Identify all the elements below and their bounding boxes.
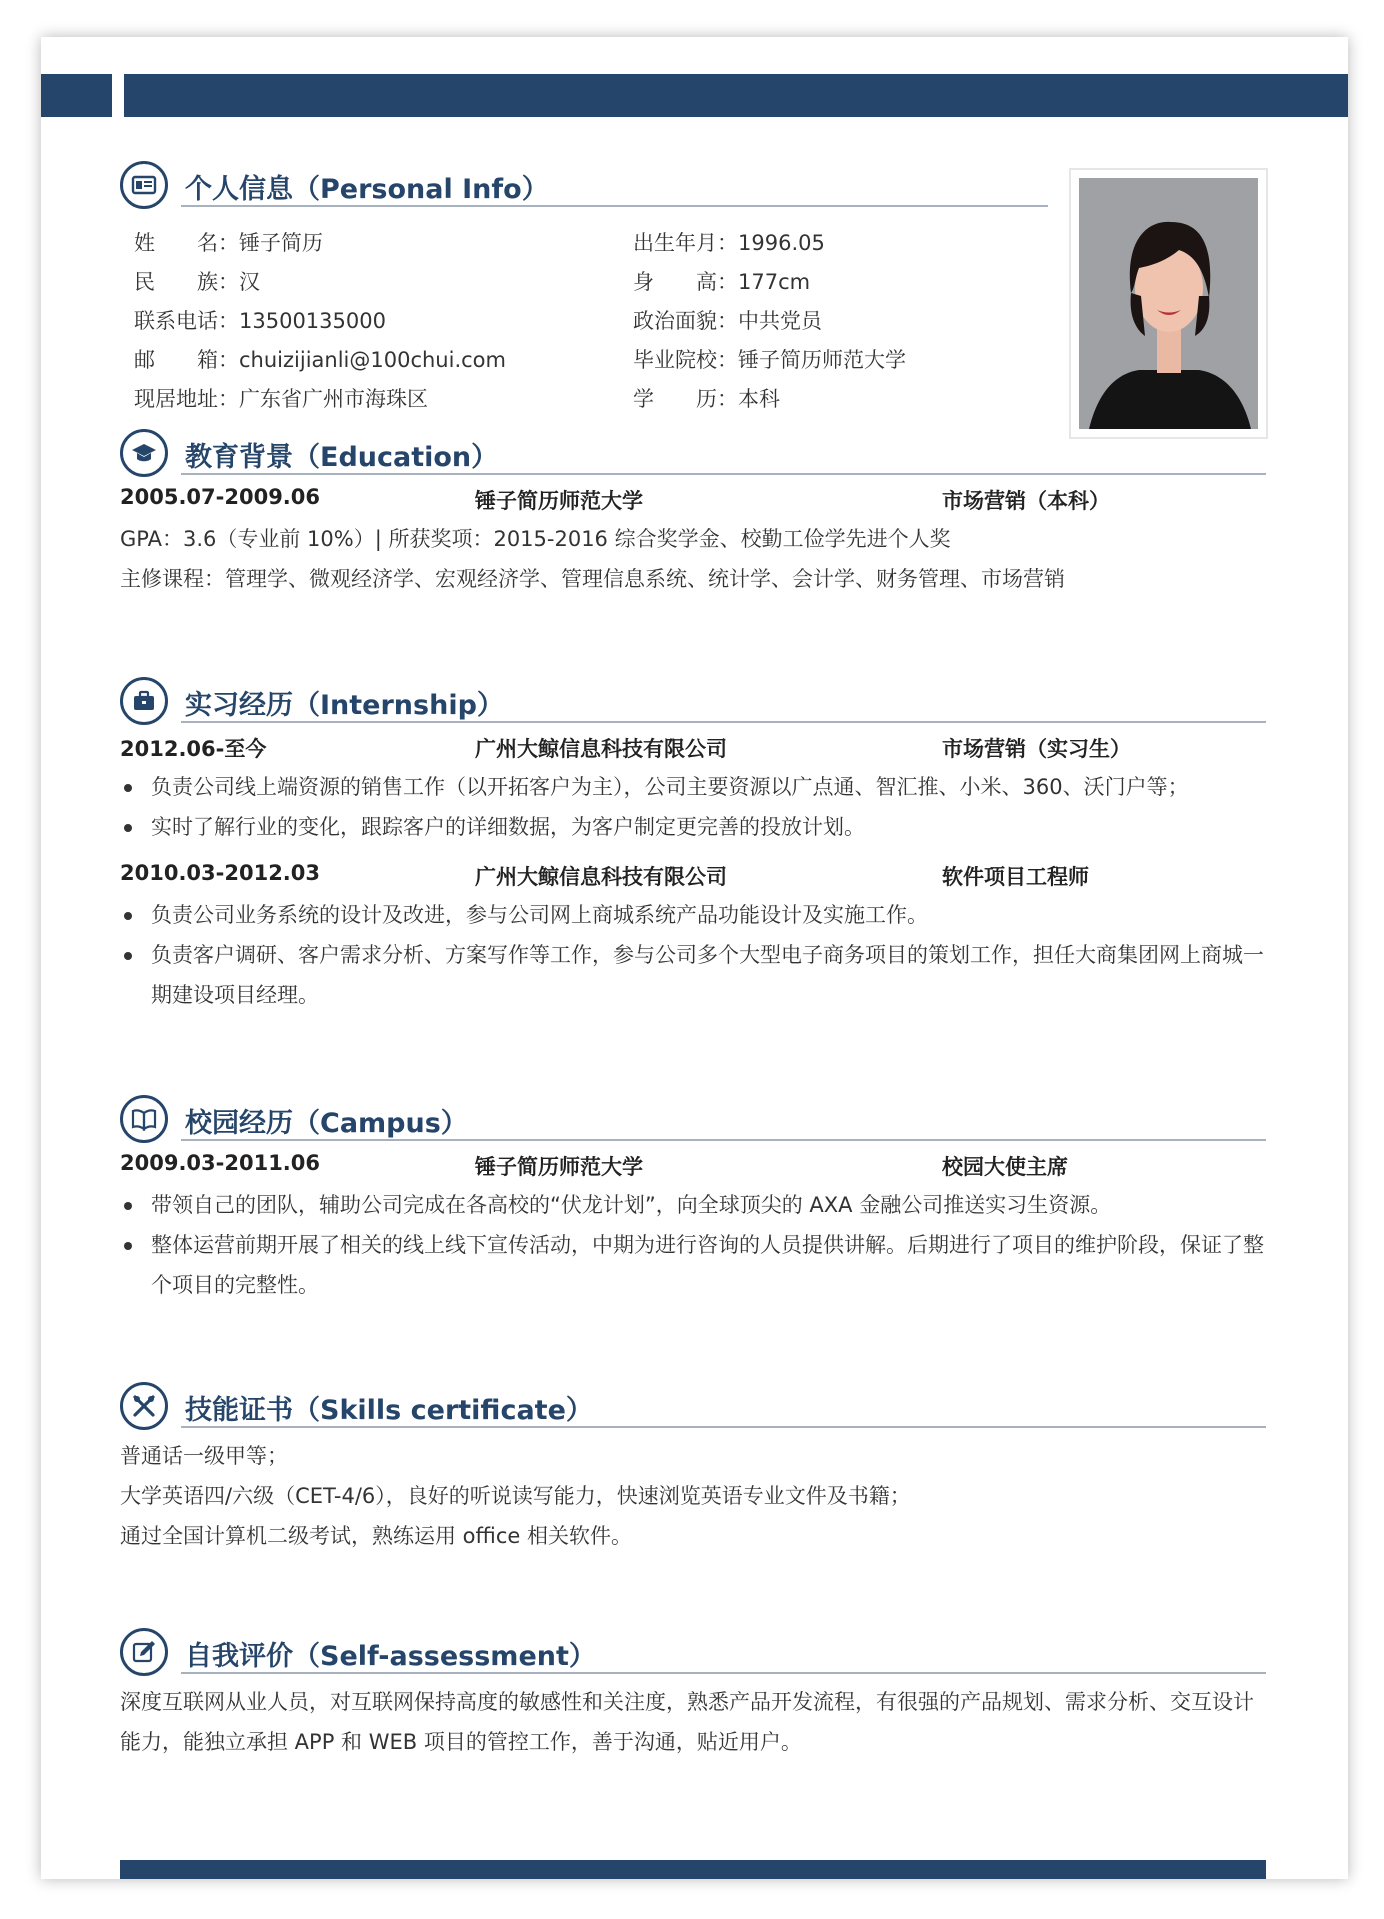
section-divider	[181, 1139, 1266, 1141]
internship-bullets	[120, 767, 1266, 847]
book-icon	[120, 1095, 168, 1143]
campus-section	[120, 1095, 1266, 1305]
list-item: 实时了解行业的变化，跟踪客户的详细数据，为客户制定更完善的投放计划。	[120, 807, 1266, 847]
header-bar-left	[41, 74, 112, 117]
campus-title: 校园经历（Campus）	[185, 1108, 468, 1139]
header-bar-right	[124, 74, 1348, 117]
skills-line: 通过全国计算机二级考试，熟练运用 office 相关软件。	[120, 1524, 632, 1548]
campus-role: 校园大使主席	[942, 1155, 1068, 1179]
skills-line: 大学英语四/六级（CET-4/6），良好的听说读写能力，快速浏览英语专业文件及书籍；	[120, 1484, 911, 1508]
self-assessment-section	[120, 1628, 1266, 1762]
info-row-height: 身 高：177cm	[633, 270, 811, 294]
internship-entry-header	[120, 855, 1266, 895]
self-assessment-text: 深度互联网从业人员，对互联网保持高度的敏感性和关注度，熟悉产品开发流程，有很强的产品规划、需求分析、交互设计能力，能独立承担 APP 和 WEB 项目的管控工作，善于沟通，贴近用户。	[120, 1690, 1254, 1754]
education-title: 教育背景（Education）	[185, 442, 499, 473]
internship-period: 2010.03-2012.03	[120, 861, 321, 885]
footer-bar	[120, 1860, 1266, 1879]
education-school: 锤子简历师范大学	[475, 489, 643, 513]
graduation-cap-icon	[120, 429, 168, 477]
section-divider	[181, 205, 1048, 207]
info-row-political: 政治面貌：中共党员	[633, 309, 822, 333]
internship-title: 实习经历（Internship）	[185, 690, 504, 721]
education-entry-header	[120, 479, 1266, 519]
education-courses-line: 主修课程：管理学、微观经济学、宏观经济学、管理信息系统、统计学、会计学、财务管理、市场营销	[120, 567, 1065, 591]
campus-entry-header	[120, 1145, 1266, 1185]
edit-icon	[120, 1628, 168, 1676]
internship-company: 广州大鲸信息科技有限公司	[475, 865, 727, 889]
tools-icon	[120, 1382, 168, 1430]
info-row-address: 现居地址：广东省广州市海珠区	[134, 387, 428, 411]
info-row-phone: 联系电话：13500135000	[134, 309, 386, 333]
personal-info-title: 个人信息（Personal Info）	[185, 174, 549, 205]
campus-bullets	[120, 1185, 1266, 1305]
list-item: 带领自己的团队，辅助公司完成在各高校的“伏龙计划”，向全球顶尖的 AXA 金融公司推送实习生资源。	[120, 1185, 1266, 1225]
section-divider	[181, 473, 1266, 475]
internship-period: 2012.06-至今	[120, 737, 267, 761]
profile-photo	[1079, 178, 1258, 429]
education-period: 2005.07-2009.06	[120, 485, 321, 509]
resume-page	[41, 37, 1348, 1879]
section-divider	[181, 1672, 1266, 1674]
education-major: 市场营销（本科）	[942, 489, 1110, 513]
list-item: 负责公司线上端资源的销售工作（以开拓客户为主），公司主要资源以广点通、智汇推、小米、360、沃门户等；	[120, 767, 1266, 807]
info-row-email: 邮 箱：chuizijianli@100chui.com	[134, 348, 506, 372]
internship-role: 软件项目工程师	[942, 865, 1089, 889]
internship-company: 广州大鲸信息科技有限公司	[475, 737, 727, 761]
info-row-birth: 出生年月：1996.05	[633, 231, 825, 255]
internship-section	[120, 677, 1266, 1015]
info-row-ethnicity: 民 族：汉	[134, 270, 260, 294]
profile-photo-frame	[1069, 168, 1268, 439]
campus-school: 锤子简历师范大学	[475, 1155, 643, 1179]
internship-entry-header	[120, 727, 1266, 767]
education-section	[120, 429, 1266, 599]
skills-title: 技能证书（Skills certificate）	[185, 1395, 593, 1426]
internship-bullets	[120, 895, 1266, 1015]
info-row-school: 毕业院校：锤子简历师范大学	[633, 348, 906, 372]
id-card-icon	[120, 161, 168, 209]
section-divider	[181, 1426, 1266, 1428]
education-gpa-line: GPA：3.6（专业前 10%）| 所获奖项：2015-2016 综合奖学金、校勤工俭学先进个人奖	[120, 527, 951, 551]
section-divider	[181, 721, 1266, 723]
internship-role: 市场营销（实习生）	[942, 737, 1131, 761]
self-assessment-title: 自我评价（Self-assessment）	[185, 1641, 596, 1672]
skills-section	[120, 1382, 1266, 1556]
skills-line: 普通话一级甲等；	[120, 1444, 288, 1468]
list-item: 整体运营前期开展了相关的线上线下宣传活动，中期为进行咨询的人员提供讲解。后期进行了项目的维护阶段，保证了整个项目的完整性。	[120, 1225, 1266, 1305]
campus-period: 2009.03-2011.06	[120, 1151, 321, 1175]
list-item: 负责客户调研、客户需求分析、方案写作等工作，参与公司多个大型电子商务项目的策划工作，担任大商集团网上商城一期建设项目经理。	[120, 935, 1266, 1015]
info-row-name: 姓 名：锤子简历	[134, 231, 323, 255]
briefcase-icon	[120, 677, 168, 725]
info-row-degree: 学 历：本科	[633, 387, 780, 411]
list-item: 负责公司业务系统的设计及改进，参与公司网上商城系统产品功能设计及实施工作。	[120, 895, 1266, 935]
